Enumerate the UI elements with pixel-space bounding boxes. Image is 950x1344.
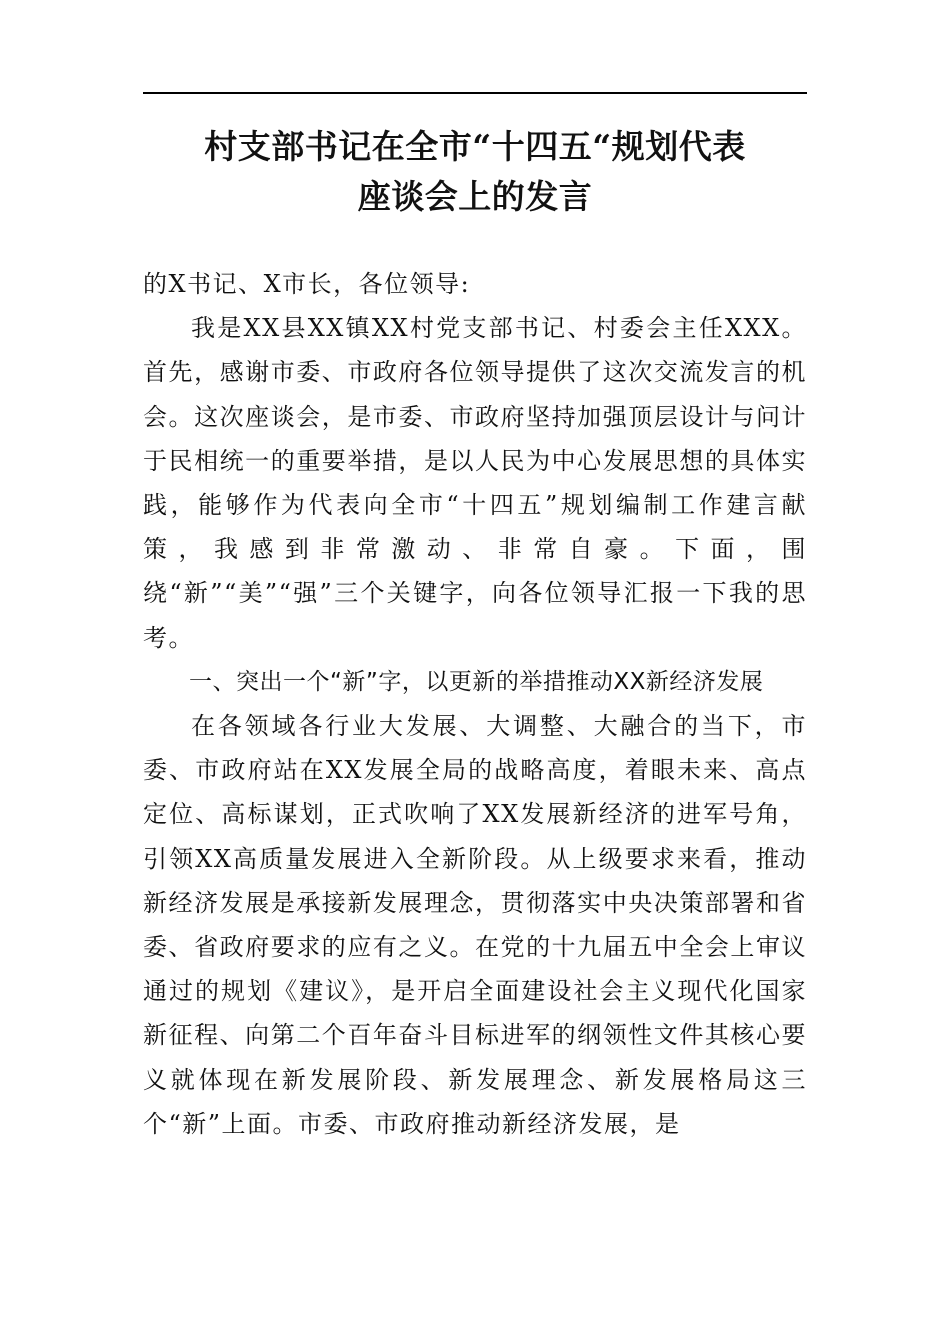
salutation: 的X书记、X市长，各位领导: [143, 270, 471, 298]
document-title [143, 122, 807, 222]
section-1-heading: 一、突出一个“新”字，以更新的举措推动XX新经济发展 [189, 668, 764, 695]
section-1-paragraph: 在各领域各行业大发展、大调整、大融合的当下，市委、市政府站在XX发展全局的战略高度，着眼未来、高点定位、高标谋划，正式吹响了XX发展新经济的进军号角，引领XX高质量发展进入全新阶段。从上级要求来看，推动新经济发展是承接新发展理念，贯彻落实中央决策部署和省委、省政府要求的应有之义。在党的十九届五中全会上审议通过的规划《建议》，是开启全面建设社会主义现代化国家新征程、向第二个百年奋斗目标进军的纲领性文件其核心要义就体现在新发展阶段、新发展理念、新发展格局这三个“新”上面。市委、市政府推动新经济发展，是 [143, 712, 807, 1138]
intro-paragraph: 我是XX县XX镇XX村党支部书记、村委会主任XXX。首先，感谢市委、市政府各位领导提供了这次交流发言的机会。这次座谈会，是市委、市政府坚持加强顶层设计与问计于民相统一的重要举措，是以人民为中心发展思想的具体实践，能够作为代表向全市“十四五”规划编制工作建言献策，我感到非常激动、非常自豪。下面，围绕“新”“美”“强”三个关键字，向各位领导汇报一下我的思考。 [143, 314, 807, 652]
header-rule [143, 92, 807, 94]
document-body [143, 262, 807, 1146]
title-line-1: 村支部书记在全市“十四五“规划代表 [204, 127, 746, 166]
title-line-2: 座谈会上的发言 [357, 177, 593, 216]
